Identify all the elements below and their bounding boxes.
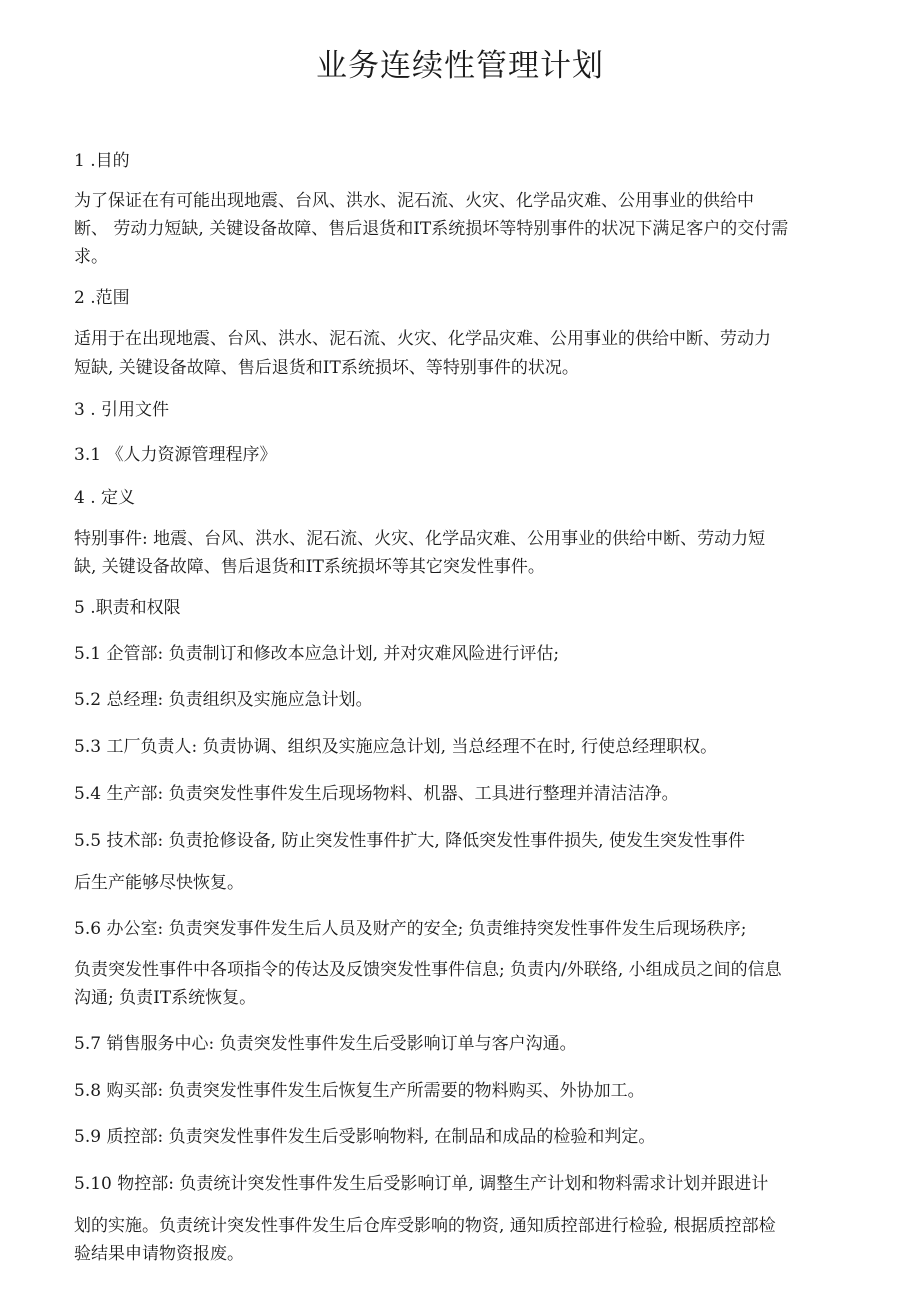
list-item: 5.1 企管部: 负责制订和修改本应急计划, 并对灾难风险进行评估; bbox=[74, 644, 560, 664]
paragraph-line: 验结果申请物资报废。 bbox=[74, 1244, 244, 1264]
list-item: 5.8 购买部: 负责突发性事件发生后恢复生产所需要的物料购买、外协加工。 bbox=[74, 1081, 645, 1101]
paragraph-line: 为了保证在有可能出现地震、台风、洪水、泥石流、火灾、化学品灾难、公用事业的供给中 bbox=[74, 191, 754, 211]
section-heading-scope: 2 .范围 bbox=[74, 288, 130, 308]
paragraph-line: 适用于在出现地震、台风、洪水、泥石流、火灾、化学品灾难、公用事业的供给中断、劳动力 bbox=[74, 329, 771, 349]
paragraph-line: 沟通; 负责IT系统恢复。 bbox=[74, 988, 257, 1008]
paragraph-line: 断、 劳动力短缺, 关键设备故障、售后退货和IT系统损坏等特别事件的状况下满足客户的交付需 bbox=[74, 219, 789, 239]
document-title: 业务连续性管理计划 bbox=[316, 48, 604, 84]
section-heading-references: 3 . 引用文件 bbox=[74, 400, 170, 420]
paragraph-line: 后生产能够尽快恢复。 bbox=[74, 873, 244, 893]
list-item: 5.4 生产部: 负责突发性事件发生后现场物料、机器、工具进行整理并清洁洁净。 bbox=[74, 784, 679, 804]
list-item: 5.5 技术部: 负责抢修设备, 防止突发性事件扩大, 降低突发性事件损失, 使发生突发性事件 bbox=[74, 831, 745, 851]
list-item: 5.10 物控部: 负责统计突发性事件发生后受影响订单, 调整生产计划和物料需求计划并跟进计 bbox=[74, 1174, 769, 1194]
list-item: 5.3 工厂负责人: 负责协调、组织及实施应急计划, 当总经理不在时, 行使总经理职权。 bbox=[74, 737, 718, 757]
paragraph-line: 求。 bbox=[74, 247, 108, 267]
paragraph-line: 短缺, 关键设备故障、售后退货和IT系统损坏、等特别事件的状况。 bbox=[74, 358, 579, 378]
list-item: 5.6 办公室: 负责突发事件发生后人员及财产的安全; 负责维持突发性事件发生后现场秩序; bbox=[74, 919, 747, 939]
list-item: 3.1 《人力资源管理程序》 bbox=[74, 445, 277, 465]
list-item: 5.9 质控部: 负责突发性事件发生后受影响物料, 在制品和成品的检验和判定。 bbox=[74, 1127, 656, 1147]
paragraph-line: 划的实施。负责统计突发性事件发生后仓库受影响的物资, 通知质控部进行检验, 根据质控部检 bbox=[74, 1216, 776, 1236]
paragraph-line: 缺, 关键设备故障、售后退货和IT系统损坏等其它突发性事件。 bbox=[74, 557, 545, 577]
section-heading-purpose: 1 .目的 bbox=[74, 151, 130, 171]
paragraph-line: 负责突发性事件中各项指令的传达及反馈突发性事件信息; 负责内/外联络, 小组成员之间的信息 bbox=[74, 960, 782, 980]
paragraph-line: 特别事件: 地震、台风、洪水、泥石流、火灾、化学品灾难、公用事业的供给中断、劳动力短 bbox=[74, 529, 766, 549]
section-heading-definitions: 4 . 定义 bbox=[74, 488, 136, 508]
list-item: 5.7 销售服务中心: 负责突发性事件发生后受影响订单与客户沟通。 bbox=[74, 1034, 577, 1054]
section-heading-responsibilities: 5 .职责和权限 bbox=[74, 598, 181, 618]
list-item: 5.2 总经理: 负责组织及实施应急计划。 bbox=[74, 690, 373, 710]
